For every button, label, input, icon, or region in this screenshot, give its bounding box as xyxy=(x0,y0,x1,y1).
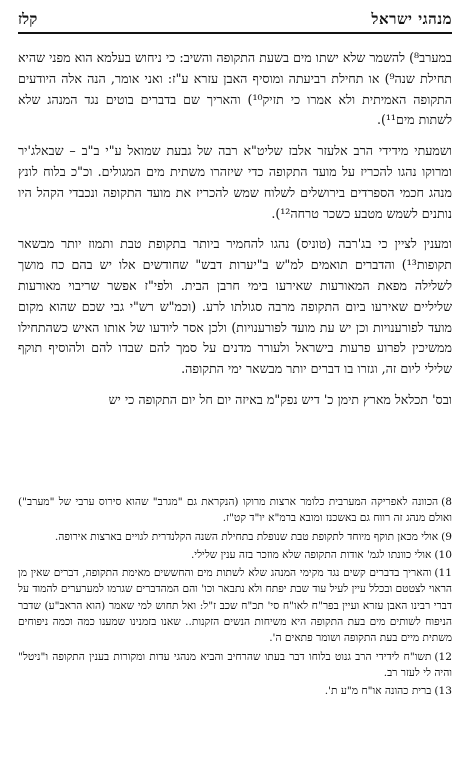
footnote-number: 13) xyxy=(434,685,452,698)
footnote xyxy=(18,565,452,646)
footnote-number: 8) xyxy=(441,496,452,508)
footnote-number: 11) xyxy=(434,567,452,580)
footnote-text: תשו"ח לידידי הרב גנוט בלוחו דבר בעתו שהרחיב והביא מנהגי עדות ומקורות בענין התקופה ו"ניטל" והיה לי לעזר רב. xyxy=(18,650,452,679)
footnote-text: הכוונה לאפריקה המערבית כלומר ארצות מרוקו (הנקראת גם "מגרב" שהוא סירוס ערבי של "מערב") ואולם מנהג זה רווח גם באשכנז ומובא ברמ"א יו"ד קט"ז. xyxy=(18,496,452,525)
footnote-number: 12) xyxy=(434,650,453,663)
footnote xyxy=(18,529,452,545)
footnote-text: אולי מכאן תוקף מיוחד לתקופת טבת שנופלת בתחילת השנה הקלנדרית לגויים בארצות אירופה. xyxy=(54,530,439,543)
paragraph: במערב⁸) להשמר שלא ישתו מים בשעת התקופה והשיב: כי ניחוש בעלמא הוא מפני שהיא תחילת שנה⁹) או תחילת רביעתה ומוסיף האבן עזרא ע"ז: ואני אומר, הנה אלה היודעים התקופה האמיתית ולא אמרו כי תזיק¹⁰) והאריך שם בדברים בוטים נגד המנהג שלא לשתות מים¹¹). xyxy=(18,50,452,128)
footnote-text: והאריך בדברים קשים נגד מקימי המנהג שלא לשתות מים והחששים מאימת התקופה, דברים שאין מן הראוי לצטטם ובכלל עיין לעיל עוד שבת יפתח ולא נתבאר וכו' והם המהדברים שגרמו למערערים להמוד על דברי רבינו האבן עזרא ועיין בפר"ח לאו"ח סי' תכ"ח שכב ז"ל: ואל תחוש למי שאמר (הוא הראב"ע) שדבר הניפוח לשותים מים בעת התקופה היא משיחות הנשים הזקנות.. שאנו בזמנינו שמענו כמה וכמה ניפוחים משתית מיים בעת התקופה ושומר פתאים ה'. xyxy=(18,567,452,645)
footnote-number: 10) xyxy=(434,548,452,561)
paragraph: ומענין לציין כי בג'רבה (טוניס) נהגו להחמיר ביותר בתקופת טבת ותמוז יותר מבשאר תקופות¹³) והדברים תואמים למ"ש ב"יערות דבש" שחודשים אלו יש בהם כח מושך לשלילה מפאת המאורעות שאירעו בימי חרבן הבית. ולפי"ז אפשר שריבוי מאורעות שליליים שאירעו ביום התקופה מרבה סגולתו לרע. (וכמ"ש רש"י גבי שכם שהוא מקום מועד לפורענויות וכן יש עת מועד לפורענויות) ולכן אסר ליודעו של אותו האיש כשהתחילו ממשיכין לפרוע פרעות בישראל ולעורר מדנים על סמך להם שבדו להם ולהוסיף תוקף שלילי ליום זה, וגזרו בו דברים יותר מבשאר ימי התקופה. xyxy=(18,236,452,377)
footnote-text: ברית כהונה או"ח מ"ע ת'. xyxy=(324,685,432,698)
footnote-number: 9) xyxy=(441,530,452,543)
main-text xyxy=(18,48,452,411)
footnote-text: אולי כוונתו לגמ' אודות התקופה שלא מוזכר בזה ענין שלילי. xyxy=(190,548,432,561)
running-header xyxy=(18,10,452,34)
footnote xyxy=(18,494,452,527)
footnote xyxy=(18,547,452,563)
footnote xyxy=(18,649,452,682)
footnotes xyxy=(18,494,452,702)
page-number: קלז xyxy=(18,10,38,28)
footnote xyxy=(18,683,452,699)
header-title: מנהגי ישראל xyxy=(371,10,452,28)
paragraph: ובס' תכלאל מארץ תימן כ' דיש נפק"מ באיזה יום חל יום התקופה כי יש xyxy=(108,391,452,407)
paragraph: ושמעתי מידידי הרב אלעזר אלבז שליט"א רבה של גבעת שמואל ע"י ב"ב – שבאלג'יר ומרוקו נהגו להכריז על מועד התקופה כדי שיזהרו משתית מים המגולים. וכ"כ בלוח לונץ מנהג חכמי הספרדים בירושלים לשלוח שמש להכריז את מועד התקופה ונכבדי הקהל היו נותנים לשמש מטבע כשכר טרחה¹²). xyxy=(18,143,452,221)
